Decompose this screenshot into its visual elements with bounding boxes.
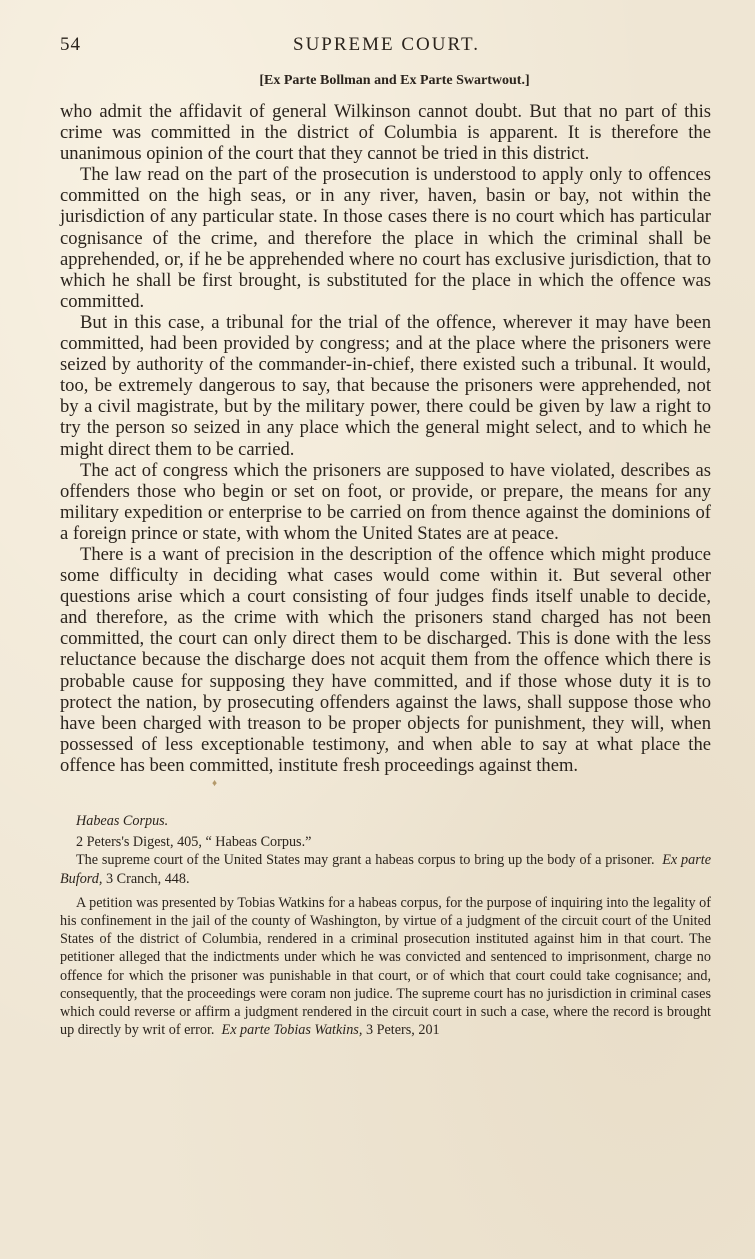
paragraph: who admit the affidavit of general Wilkinson cannot doubt. But that no part of this crime was committed in the district of Columbia is apparent. It is therefore the unanimous opinion of the court that they cannot be tried in this district.	[60, 101, 711, 165]
paragraph: The act of congress which the prisoners are supposed to have violated, describes as offenders those who begin or set on foot, or provide, or prepare, the means for any military expedition or enterprise to be carried on from thence against the dominions of a foreign prince or state, with whom the United States are at peace.	[60, 459, 711, 544]
paragraph: The law read on the part of the prosecution is understood to apply only to offences committed on the high seas, or in any river, haven, basin or bay, not within the jurisdiction of any particular state. In those cases there is no court which has particular cognisance of the crime, and therefore the place in which the criminal shall be apprehended, or, if he be apprehended where no court has exclusive jurisdiction, that to which he shall be first brought, is substituted for the place in which the offence was committed.	[60, 164, 711, 312]
note-paragraph	[60, 851, 711, 887]
running-head-title: SUPREME COURT.	[293, 34, 480, 55]
paragraph: But in this case, a tribunal for the trial of the offence, wherever it may have been committed, had been provided by congress; and at the place where the prisoners were seized by authority of the commander-in-chief, there existed such a tribunal. It would, too, be extremely dangerous to say, that because the prisoners were apprehended, not by a civil magistrate, but by the military power, there could be given by law a right to try the person so seized in any place which the general might select, and to which he might direct them to be carried.	[60, 311, 711, 460]
paragraph: There is a want of precision in the description of the offence which might produce some difficulty in deciding what cases would come within it. But several other questions arise which a court consisting of four judges finds itself unable to decide, and therefore, as the crime with which the prisoners stand charged has not been committed, the court can only direct them to be discharged. This is done with the less reluctance because the discharge does not acquit them from the offence which there is probable cause for supposing they have committed, and if those whose duty it is to protect the nation, by prosecuting offenders against the laws, shall suppose those who have been charged with treason to be proper objects for punishment, they will, when possessed of less exceptionable testimony, and when able to say at what place the offence has been committed, institute fresh proceedings against them.	[60, 543, 711, 776]
case-citation: Ex parte Tobias Watkins,	[221, 1022, 363, 1039]
note-paragraph	[60, 894, 711, 1040]
note-text: The supreme court of the United States may grant a habeas corpus to bring up the body of a prisoner.	[76, 852, 655, 869]
note-text: A petition was presented by Tobias Watkins for a habeas corpus, for the purpose of inquiring into the legality of his confinement in the jail of the county of Washington, by virtue of a judgment of the circuit court of the United States of the district of Columbia, rendered in a criminal prosecution instituted against him in that court. The petitioner alleged that the indictments under which he was convicted and sentenced to imprisonment, charge no offence for which the prisoner was punishable in that court, or of which that court could take cognisance; and, consequently, that the proceedings were coram non judice. The supreme court has no jurisdiction in criminal cases which could reverse or affirm a judgment rendered in the circuit court in such a case, where the record is brought up directly by writ of error.	[60, 894, 711, 1039]
page-number: 54	[60, 34, 81, 55]
reporter-citation: 3 Peters, 201	[365, 1022, 440, 1039]
opinion-text	[60, 101, 711, 776]
digest-reference: 2 Peters's Digest, 405, “ Habeas Corpus.”	[76, 834, 312, 851]
section-ornament: ♦	[212, 778, 218, 789]
notes-heading: Habeas Corpus.	[76, 813, 169, 829]
case-title: [Ex Parte Bollman and Ex Parte Swartwout.]	[259, 73, 530, 88]
reporter-citation: 3 Cranch, 448.	[105, 870, 190, 887]
annotation-notes	[60, 812, 711, 1039]
case-citation: Ex parte Buford,	[60, 852, 711, 887]
running-head	[60, 34, 711, 60]
